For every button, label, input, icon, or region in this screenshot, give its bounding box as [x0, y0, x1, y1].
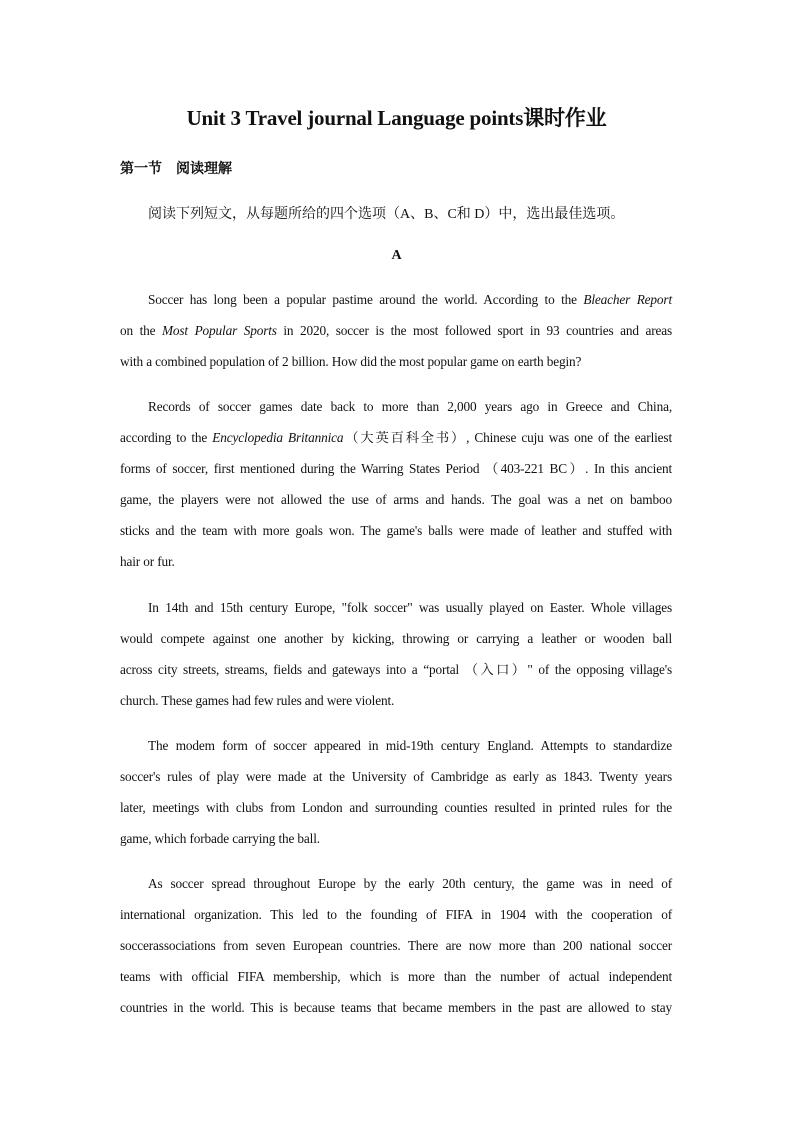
- paragraph-line: according to the Encyclopedia Britannica（大英百科全书）, Chinese cuju was one of the earliest: [120, 430, 672, 445]
- paragraph-line: with a combined population of 2 billion. How did the most popular game on earth begin?: [120, 354, 582, 369]
- paragraph-line: across city streets, streams, fields and gateways into a “portal （入口）" of the opposing village's: [120, 662, 672, 677]
- paragraph-line: soccer's rules of play were made at the University of Cambridge as early as 1843. Twenty years: [120, 769, 672, 784]
- paragraph-line: Records of soccer games date back to more than 2,000 years ago in Greece and China,: [148, 399, 672, 414]
- paragraph-line: would compete against one another by kicking, throwing or carrying a leather or wooden ball: [120, 631, 672, 646]
- instruction-text: 阅读下列短文，从每题所给的四个选项（A、B、C和 D）中，选出最佳选项。: [148, 207, 625, 222]
- document-title: Unit 3 Travel journal Language points课时作业: [186, 106, 607, 130]
- paragraph-line: game, which forbade carrying the ball.: [120, 831, 320, 846]
- paragraph-line: The modem form of soccer appeared in mid-19th century England. Attempts to standardize: [148, 738, 672, 753]
- paragraph-line: sticks and the team with more goals won. The game's balls were made of leather and stuffed with: [120, 523, 672, 538]
- paragraph-line: on the Most Popular Sports in 2020, soccer is the most followed sport in 93 countries and areas: [120, 323, 673, 338]
- passage-label: A: [391, 248, 402, 263]
- paragraph-line: countries in the world. This is because teams that became members in the past are allowed to stay: [120, 1000, 672, 1015]
- paragraph-line: international organization. This led to the founding of FIFA in 1904 with the cooperation of: [120, 907, 672, 922]
- paragraph-line: hair or fur.: [120, 554, 175, 569]
- paragraph-line: later, meetings with clubs from London and surrounding counties resulted in printed rules for the: [120, 800, 672, 815]
- paragraph-line: Soccer has long been a popular pastime around the world. According to the Bleacher Report: [148, 292, 672, 307]
- paragraph-line: game, the players were not allowed the use of arms and hands. The goal was a net on bamboo: [120, 492, 672, 507]
- section-heading: 第一节 阅读理解: [120, 162, 232, 177]
- paragraph-line: forms of soccer, first mentioned during the Warring States Period （403-221 BC）. In this ancient: [120, 461, 672, 476]
- paragraph-line: In 14th and 15th century Europe, "folk soccer" was usually played on Easter. Whole villages: [148, 600, 672, 615]
- paragraph-line: church. These games had few rules and were violent.: [120, 693, 395, 708]
- paragraph-line: teams with official FIFA membership, which is more than the number of actual independent: [120, 969, 672, 984]
- paragraph-line: soccerassociations from seven European countries. There are now more than 200 national soccer: [120, 938, 672, 953]
- italic-title: Encyclopedia Britannica: [212, 430, 344, 445]
- italic-title: Most Popular Sports: [161, 323, 277, 338]
- italic-title: Bleacher Report: [583, 292, 672, 307]
- paragraph-line: As soccer spread throughout Europe by the early 20th century, the game was in need of: [148, 876, 672, 891]
